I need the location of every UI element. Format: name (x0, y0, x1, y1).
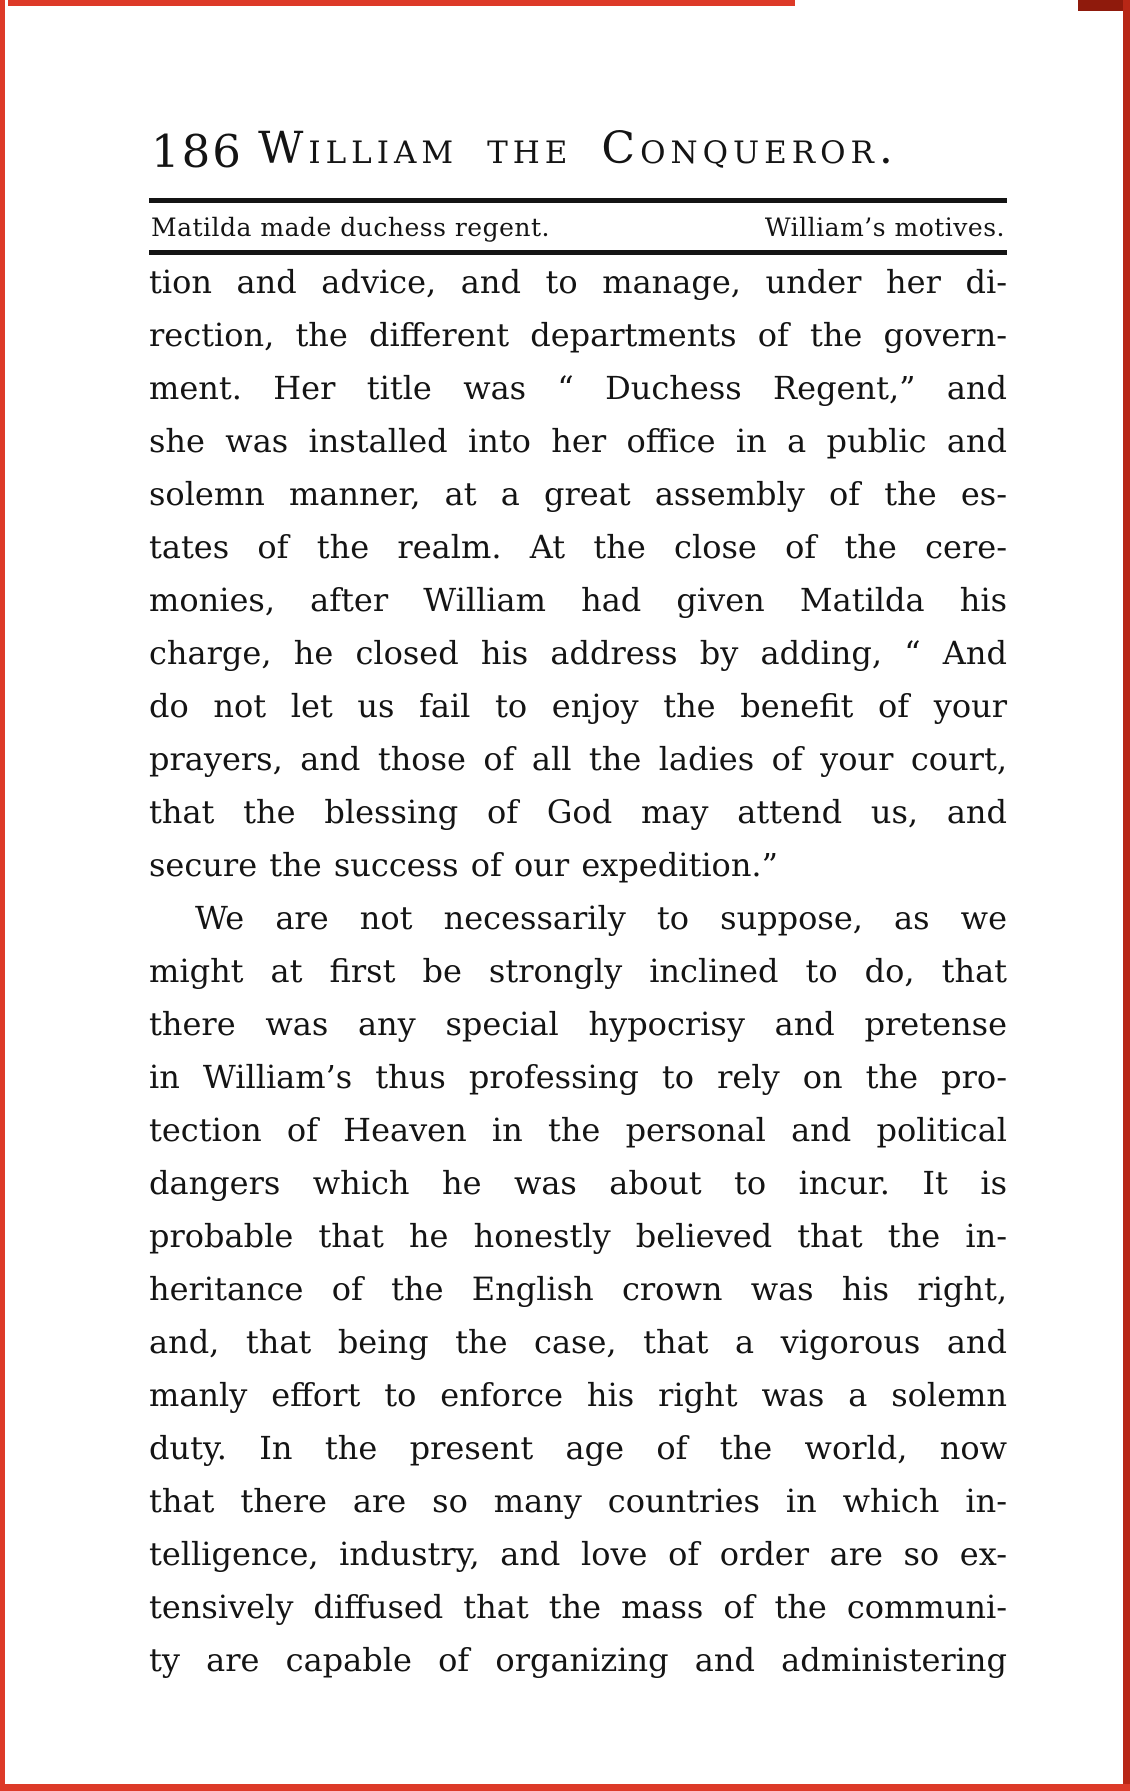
body-line-6: tates of the realm. At the close of the cere- (149, 528, 1007, 566)
header-rule-top (149, 198, 1007, 203)
scan-edge-right (1123, 0, 1130, 1791)
body-line-3: ment. Her title was “ Duchess Regent,” and (149, 369, 1007, 407)
body-line-15: there was any special hypocrisy and pretense (149, 1005, 1007, 1043)
running-head-left: Matilda made duchess regent. (151, 213, 550, 242)
body-line-20: heritance of the English crown was his right, (149, 1270, 1007, 1308)
body-line-2: rection, the different departments of the govern- (149, 316, 1007, 354)
running-heads (151, 211, 1005, 245)
body-line-25: telligence, industry, and love of order are so ex- (149, 1535, 1007, 1573)
body-line-17: tection of Heaven in the personal and political (149, 1111, 1007, 1149)
body-line-13: We are not necessarily to suppose, as we (195, 899, 1007, 937)
body-line-1: tion and advice, and to manage, under her di- (149, 263, 1007, 301)
page-header (149, 123, 1007, 181)
page-number: 186 (151, 125, 243, 178)
body-line-10: prayers, and those of all the ladies of your court, (149, 740, 1007, 778)
body-line-27: ty are capable of organizing and administering (149, 1641, 1007, 1679)
running-head-right: William’s motives. (764, 213, 1005, 242)
body-line-7: monies, after William had given Matilda his (149, 581, 1007, 619)
body-line-12: secure the success of our expedition.” (149, 846, 778, 884)
body-text (149, 256, 1007, 1687)
body-line-16: in William’s thus professing to rely on the pro- (149, 1058, 1007, 1096)
body-line-11: that the blessing of God may attend us, and (149, 793, 1007, 831)
body-line-9: do not let us fail to enjoy the benefit of your (149, 687, 1007, 725)
body-line-26: tensively diffused that the mass of the communi- (149, 1588, 1007, 1626)
body-line-24: that there are so many countries in which in- (149, 1482, 1007, 1520)
body-line-4: she was installed into her office in a public and (149, 422, 1007, 460)
header-rule-bottom (149, 250, 1007, 255)
body-line-5: solemn manner, at a great assembly of the es- (149, 475, 1007, 513)
page-content (149, 0, 1007, 1791)
body-line-14: might at first be strongly inclined to do, that (149, 952, 1007, 990)
scan-edge-left (0, 0, 5, 1791)
body-line-18: dangers which he was about to incur. It is (149, 1164, 1007, 1202)
body-line-19: probable that he honestly believed that the in- (149, 1217, 1007, 1255)
book-title: William the Conqueror. (258, 123, 898, 174)
body-line-23: duty. In the present age of the world, now (149, 1429, 1007, 1467)
body-line-22: manly effort to enforce his right was a solemn (149, 1376, 1007, 1414)
body-line-8: charge, he closed his address by adding, “ And (149, 634, 1007, 672)
body-line-21: and, that being the case, that a vigorous and (149, 1323, 1007, 1361)
